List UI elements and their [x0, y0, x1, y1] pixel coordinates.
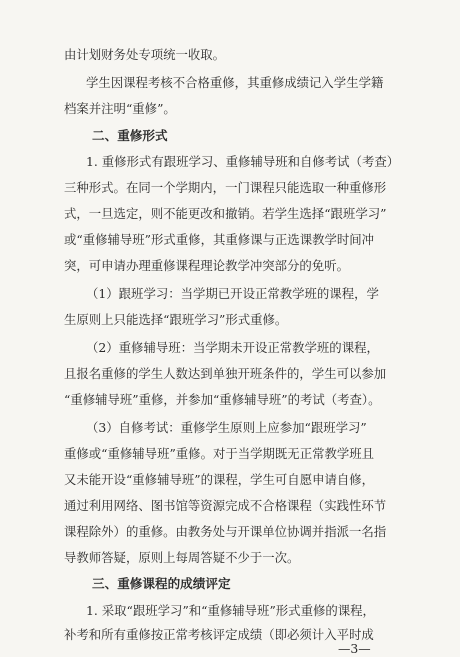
paragraph-follow-class-line: 生原则上只能选择“跟班学习”形式重修。 [64, 312, 288, 327]
paragraph-tutoring-class-line: （2）重修辅导班：当学期未开设正常教学班的课程， [86, 340, 379, 355]
paragraph-record-line: 档案并注明“重修”。 [64, 101, 176, 116]
paragraph-forms-line: 1. 重修形式有跟班学习、重修辅导班和自修考试（考查） [86, 154, 400, 169]
paragraph-self-study-line: 又未能开设“重修辅导班”的课程，学生可自愿申请自修， [64, 472, 375, 487]
paragraph-grade-line: 补考和所有重修按正常考核评定成绩（即必须计入平时成 [64, 627, 374, 642]
paragraph-self-study-line: 通过利用网络、图书馆等资源完成不合格课程（实践性环节 [64, 498, 387, 513]
paragraph-forms-line: 式，一旦选定，则不能更改和撤销。若学生选择“跟班学习” [64, 206, 387, 221]
page-number: —3— [338, 641, 371, 656]
paragraph-forms-line: 三种形式。在同一个学期内，一门课程只能选取一种重修形 [64, 180, 387, 195]
section-heading-retake-forms: 二、重修形式 [92, 128, 168, 143]
paragraph-tutoring-class-line: 且报名重修的学生人数达到单独开班条件的，学生可以参加 [64, 366, 387, 381]
paragraph-self-study-line: （3）自修考试：重修学生原则上应参加“跟班学习” [86, 420, 367, 435]
paragraph-forms-line: 突，可申请办理重修课程理论教学冲突部分的免听。 [64, 258, 349, 273]
paragraph-self-study-line: 重修或“重修辅导班”重修。对于当学期既无正常教学班且 [64, 446, 375, 461]
paragraph-fee-line: 由计划财务处专项统一收取。 [64, 47, 226, 62]
paragraph-record-line: 学生因课程考核不合格重修，其重修成绩记入学生学籍 [86, 75, 384, 90]
paragraph-self-study-line: 导教师答疑，原则上每周答疑不少于一次。 [64, 550, 300, 565]
paragraph-grade-line: 1. 采取“跟班学习”和“重修辅导班”形式重修的课程， [86, 603, 375, 618]
section-heading-grade-evaluation: 三、重修课程的成绩评定 [92, 576, 231, 591]
paragraph-tutoring-class-line: “重修辅导班”重修，并参加“重修辅导班”的考试（考查）。 [64, 392, 381, 407]
paragraph-self-study-line: 课程除外）的重修。由教务处与开课单位协调并指派一名指 [64, 524, 387, 539]
paragraph-forms-line: 或“重修辅导班”形式重修，其重修课与正选课教学时间冲 [64, 232, 375, 247]
paragraph-follow-class-line: （1）跟班学习：当学期已开设正常教学班的课程，学 [86, 286, 379, 301]
